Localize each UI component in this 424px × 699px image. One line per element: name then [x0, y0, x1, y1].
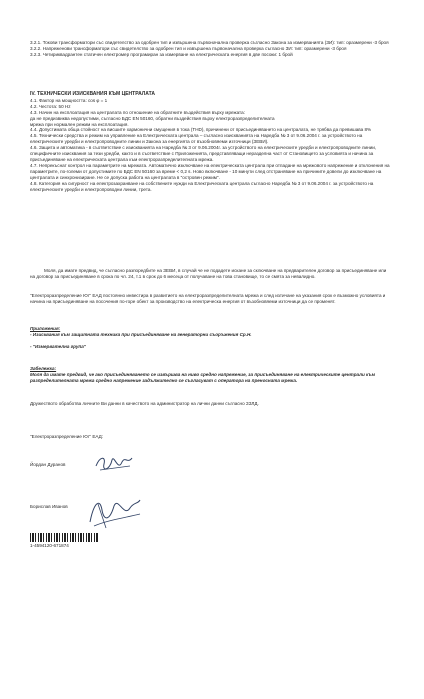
signer-1-text: Йордан Дуранов	[30, 462, 66, 467]
company-text: "Електроразпределение Юг" ЕАД:	[30, 434, 104, 439]
signer-1-name	[30, 462, 390, 468]
remark	[30, 366, 390, 384]
barcode-icon	[30, 533, 98, 542]
gdpr-note	[30, 401, 390, 407]
investment-note-text: "Електроразпределение Юг" ЕАД постоянно инвестира в развитието на електроразпределителната мрежа и след изтичане на указания срок е възможно условията и начина на присъединяване на посочения по-горе обект за производство на електрическа енергия от възобновяеми източници да се променят.	[30, 293, 386, 304]
request-note	[30, 268, 390, 280]
paragraph-3-2-2: 3.2.2. Напреженови трансформатори със свидетелство за одобрен тип и извършена първоначална проверка съгласно ЗИ: тип: оразмерени -3 броя	[30, 45, 347, 51]
attachments-title: Приложения:	[30, 326, 61, 331]
document-number-text: 1-4594120-671874	[30, 543, 69, 548]
signature-2	[84, 492, 144, 532]
paragraph-4-3-detail: да не предизвиква недопустими, съгласно БДС EN 50160, обратни въздействия върху електроразпределителната	[30, 115, 275, 121]
paragraph-4-4: 4.4. Допустимата обща стойност на висшите хармонични смущения в тока (THD), причинени от присъединяването на централата, не трябва да превишава 8%	[30, 127, 372, 133]
section-4	[30, 92, 390, 192]
paragraph-4-3-end: мрежа при нормален режим на експлоатация.	[30, 121, 129, 127]
section-3-2	[30, 40, 390, 58]
attachment-item-1: - Изисквания към защитната техника при присъединяване на генераторни съоръжения Ср.Н.	[30, 331, 252, 337]
remark-title: Забележка:	[30, 366, 57, 371]
request-note-text: Моля, да имате предвид, че съгласно разпоредбите на ЗЕВИ, в случай че не подадете искане за сключване на предварителен договор за присъединяване или на договор за присъединяване в срока по чл. 24, т.1 в срок до 6 месеца от получаване на това становище, то се смята за невалидно.	[30, 268, 387, 279]
remark-text: Моля да имате предвид, че ако присъединяването се извършва на ниво средно напрежение, за присъединяване на електрическите централи към разпределителната мрежа средно напрежение задължително се съгласуват с оператора на преносната мрежа.	[30, 371, 376, 383]
company-name	[30, 434, 390, 440]
signature-1	[92, 452, 134, 476]
section-4-heading: IV. ТЕХНИЧЕСКИ ИЗИСКВАНИЯ КЪМ ЦЕНТРАЛАТА	[30, 91, 156, 97]
paragraph-3-2-1: 3.2.1. Токови трансформатори със свидетелство за одобрен тип и извършена първоначална проверка съгласно Закона за измерванията (ЗИ): тип: оразмерени -3 броя	[30, 40, 389, 45]
document-number	[30, 543, 390, 549]
attachment-item-2: - "Измервателна група"	[30, 343, 86, 349]
investment-note	[30, 293, 390, 305]
paragraph-3-2-3: 3.2.3. Четириквадрантен статичен електромер програмиран за измерване на електрическата енергия в две посоки: 1 брой	[30, 51, 293, 57]
attachments	[30, 326, 390, 350]
paragraph-4-1: 4.1. Фактор на мощността: cos φ = 1	[30, 97, 108, 103]
paragraph-4-8: 4.8. Категория на сигурност на електрозахранване на собствените нужди на Електрическата централа съгласно Наредба № 3 от 9.06.2004 г. за устройството на електрическите уредби и електропроводни линии, трета.	[30, 180, 374, 192]
paragraph-4-6: 4.6. Защита и автоматика - в съответствие с изискванията на Наредба № 3 от 9.06.2004г. за устройството на електрическите уредби и електропроводните линии, специфичните изисквания за тези уредби, както и в съответствие с Приложенията, представляващи неразделна част от Становището за условията и начина за присъединяване на електрическата централа към електроразпределителната мрежа.	[30, 145, 377, 162]
gdpr-text: Дружеството обработва личните Ви данни в качеството на администратор на лични данни съгласно ЗЗЛД.	[30, 401, 259, 406]
paragraph-4-2: 4.2. Честота: 50 Hz	[30, 103, 71, 109]
paragraph-4-7: 4.7. Непрекъснат контрол на параметрите на мрежата. Автоматично изключване на електрическата централа при отпадане на мрежовото напрежение и отклонения на параметрите, по-големи от допустимите по БДС EN 50160 за време < 0,2 s. Ново включване - 10 минути след отстраняване на причините довели до изключване на централата и синхронизиране. Не се допуска работа на централата в "островен режим".	[30, 162, 390, 180]
paragraph-4-5: 4.5. Технически средства и режим на управление на Електрическата централа – съгласно изискванията на Наредба № 3 от 9.06.2004 г. за устройството на електрическите уредби и електропроводните линии и Закона за енергията от възобновяеми източници (ЗЕВИ).	[30, 133, 363, 145]
signer-2-text: Борислав Иванов	[30, 504, 68, 509]
paragraph-4-3: 4.3. Начин на експлоатация на централата по отношение на обратните въздействия върху мрежата:	[30, 109, 245, 115]
